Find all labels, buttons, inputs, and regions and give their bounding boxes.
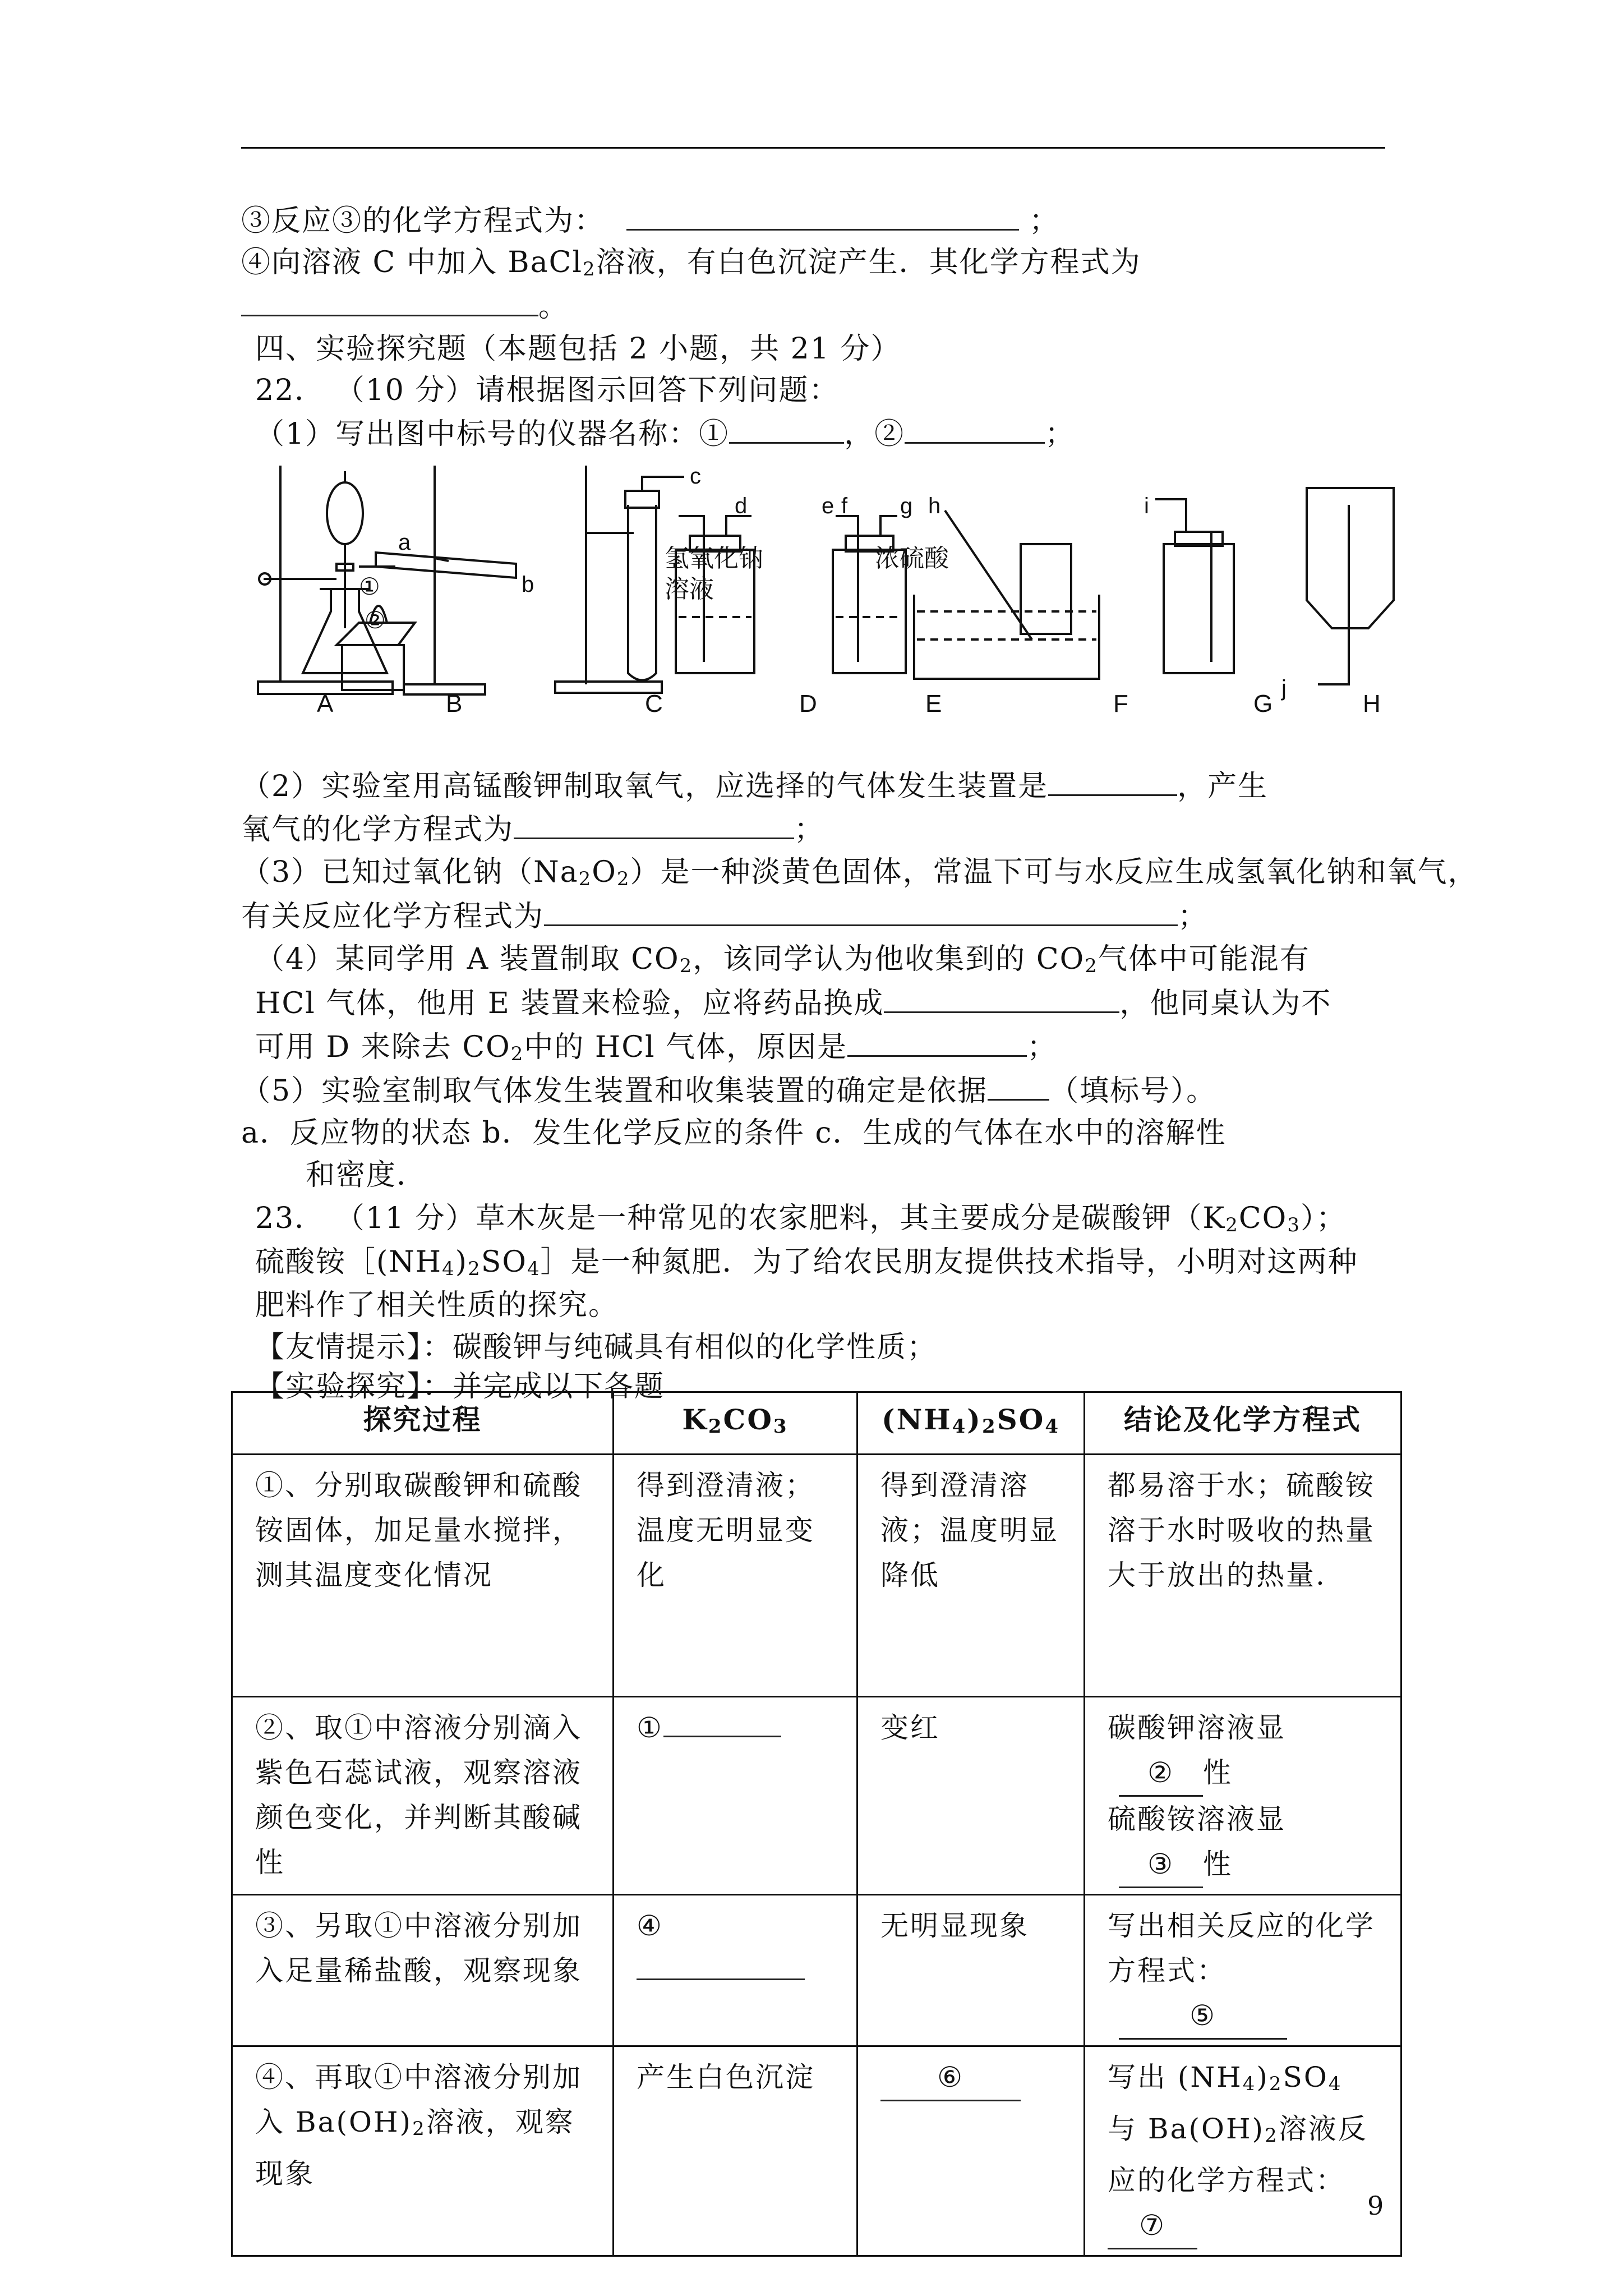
friendly-tip: 【友情提示】：碳酸钾与纯碱具有相似的化学性质； [255,1331,938,1364]
text: ) [967,1403,982,1436]
row1-process: ①、分别取碳酸钾和硫酸铵固体，加足量水搅拌，测其温度变化情况 [232,1455,614,1697]
d-tube-out [726,516,751,536]
text: ④ [637,1910,663,1942]
f-gas-jar [1021,544,1071,634]
row4-conclusion [1085,2046,1401,2256]
text: ］是一种氮肥．为了给农民朋友提供技术指导，小明对这两种 [540,1245,1358,1279]
text: ，② [844,417,905,451]
text: （4）某同学用 A 装置制取 CO [255,942,680,976]
text: ； [1045,417,1076,451]
question-22-part-3-cont [241,893,1208,939]
text: （5）实验室制取气体发生装置和收集装置的确定是依据 [241,1074,988,1108]
mark-e: e [822,494,834,518]
d-reagent-line2: 溶液 [665,576,714,603]
answer-blank[interactable] [241,283,538,316]
header-process: 探究过程 [232,1392,614,1455]
figure-label-g: G [1253,690,1273,717]
figure-label-f: F [1113,690,1128,717]
row2-conclusion [1085,1697,1401,1895]
question-22-title: 22． （10 分）请根据图示回答下列问题： [255,374,840,407]
subscript: 3 [773,1415,789,1438]
subscript: 3 [1287,1214,1301,1236]
line-reaction-4-cont [241,283,569,329]
b-burner-body [342,645,404,690]
text: CO [723,1403,773,1436]
d-tube-in [679,516,704,536]
h-bottle [1307,488,1394,628]
text: ； [1027,1030,1058,1064]
text: （3）已知过氧化钠（Na [241,855,579,889]
text: 写出 (NH [1108,2061,1243,2093]
text: 溶液，观察现象 [255,2106,575,2190]
subscript: 4 [1045,1415,1060,1438]
text: 中的 HCl 气体，原因是 [524,1030,848,1064]
subscript: 4 [952,1415,967,1438]
e-tube-out [880,516,897,536]
answer-blank[interactable] [884,980,1119,1013]
answer-blank[interactable] [514,806,794,839]
text: （填标号）。 [1049,1074,1217,1108]
c-stopper [625,491,659,508]
answer-blank[interactable]: ③ [1119,1842,1203,1888]
figure-label-a: A [317,690,334,717]
text: (NH [882,1403,952,1436]
header-rule [241,147,1385,149]
question-22-part-4-cont [255,980,1331,1026]
text: ； [794,813,825,846]
row3-conclusion [1085,1895,1401,2046]
text: ）； [1300,1202,1347,1235]
figure-label-b: B [446,690,463,717]
text: ) [455,1245,468,1279]
text: 有关反应化学方程式为 [241,900,545,933]
h-tube [1318,505,1349,684]
subscript: 2 [510,1043,524,1065]
subscript: 2 [583,258,596,280]
table-row [232,1697,1401,1895]
text: ④向溶液 C 中加入 BaCl [241,246,583,279]
table-row [232,1455,1401,1697]
header-nh4-2so4 [857,1392,1085,1455]
row2-k2co3 [614,1697,857,1895]
mark-h: h [928,494,941,518]
e-reagent: 浓硫酸 [875,545,949,572]
answer-blank[interactable] [663,1736,781,1737]
answer-blank[interactable]: ⑥ [880,2055,1021,2101]
figure-label-h: H [1363,690,1381,717]
text: 硫酸铵溶液显 [1108,1803,1286,1835]
text: 与 Ba(OH) [1108,2113,1265,2145]
text: ) [1256,2061,1269,2093]
answer-blank[interactable] [637,1978,805,1980]
subscript: 2 [1085,955,1098,977]
mark-j: j [1281,676,1287,701]
subscript: 2 [1265,2124,1279,2147]
g-tube-short [1155,499,1186,532]
text: 氧气的化学方程式为 [241,813,514,846]
question-22-part-2 [241,763,1268,809]
answer-blank[interactable]: ② [1119,1750,1203,1797]
subscript: 2 [578,868,592,890]
row3-k2co3 [614,1895,857,2046]
row1-conclusion: 都易溶于水；硫酸铵溶于水时吸收的热量大于放出的热量. [1085,1455,1401,1697]
c-outlet-tube [642,477,684,491]
mark-a: a [398,530,411,555]
text: ； [1029,204,1060,238]
subscript: 2 [1269,2073,1283,2095]
text: （2）实验室用高锰酸钾制取氧气，应选择的气体发生装置是 [241,770,1049,803]
text: 硫酸铵［(NH [255,1245,442,1279]
g-bottle [1164,544,1234,673]
row1-nh4-2so4: 得到澄清溶液；温度明显降低 [857,1455,1085,1697]
text: ，他同桌认为不 [1119,987,1332,1020]
figure-label-c: C [645,690,663,717]
row2-process: ②、取①中溶液分别滴入紫色石蕊试液，观察溶液颜色变化，并判断其酸碱性 [232,1697,614,1895]
text: 性 [1203,1756,1233,1789]
mark-b: b [522,572,534,597]
text: ； [1178,900,1209,933]
text: 23． （11 分）草木灰是一种常见的农家肥料，其主要成分是碳酸钾（K [255,1202,1226,1235]
experiment-intro: 【实验探究】：并完成以下各题 [255,1370,665,1404]
text: SO [1283,2061,1329,2093]
text: SO [997,1403,1045,1436]
answer-blank[interactable]: ⑦ [1108,2203,1197,2249]
subscript: 2 [412,2118,426,2140]
answer-blank[interactable]: ⑤ [1119,1993,1287,2040]
subscript: 4 [1328,2073,1343,2095]
text: O [592,855,617,889]
text: ）是一种淡黄色固体，常温下可与水反应生成氢氧化钠和氧气， [630,855,1478,889]
text: ④、再取①中溶液分别加入 Ba(OH) [255,2061,582,2138]
f-delivery-tube [945,510,1032,639]
answer-blank[interactable] [544,893,1178,926]
mark-g: g [900,494,913,518]
text: HCl 气体，他用 E 装置来检验，应将药品换成 [255,987,884,1020]
question-22-part-2-cont [241,806,824,852]
question-22-options: a．反应物的状态 b．发生化学反应的条件 c．生成的气体在水中的溶解性 [241,1116,1227,1150]
text: 。 [538,290,569,324]
figure-label-e: E [925,690,942,717]
answer-blank[interactable] [988,1068,1049,1101]
page-number: 9 [1367,2191,1384,2221]
b-stand-base [404,684,485,694]
row2-nh4-2so4: 变红 [857,1697,1085,1895]
question-22-part-1 [255,411,1075,457]
text: ，产生 [1177,770,1269,803]
table-row [232,1895,1401,2046]
row3-nh4-2so4: 无明显现象 [857,1895,1085,2046]
answer-blank[interactable] [1048,763,1177,796]
header-k2co3 [614,1392,857,1455]
figure-label-d: D [799,690,817,717]
subscript: 4 [1242,2073,1257,2095]
question-22-options-cont: 和密度． [306,1158,427,1192]
c-test-tube [628,505,656,680]
text: 写出相关反应的化学方程式： [1108,1910,1375,1987]
subscript: 2 [468,1258,481,1280]
row1-k2co3: 得到澄清液；温度无明显变化 [614,1455,857,1697]
mark-c: c [690,464,701,489]
mark-f: f [841,494,848,518]
subscript: 4 [442,1258,455,1280]
answer-line-3 [1108,1842,1378,1888]
row4-k2co3: 产生白色沉淀 [614,2046,857,2256]
table-header-row [232,1392,1401,1455]
text: SO [481,1245,527,1279]
row3-process: ③、另取①中溶液分别加入足量稀盐酸，观察现象 [232,1895,614,2046]
question-23-line-3: 肥料作了相关性质的探究。 [255,1289,619,1322]
line-reaction-3 [241,197,1059,243]
subscript: 2 [616,868,630,890]
subscript: 2 [1225,1214,1239,1236]
text: 溶液，有白色沉淀产生．其化学方程式为 [596,246,1141,279]
apparatus-figure [247,460,1402,729]
text: ① [637,1711,663,1744]
experiment-table [231,1391,1402,2257]
text: 碳酸钾溶液显 [1108,1711,1286,1744]
answer-blank[interactable] [626,197,1019,231]
text: 可用 D 来除去 CO [255,1030,511,1064]
text: （1）写出图中标号的仪器名称：① [255,417,730,451]
subscript: 4 [527,1258,541,1280]
answer-blank[interactable] [847,1024,1027,1057]
text: ③反应③的化学方程式为： [241,204,605,238]
row4-process [232,2046,614,2256]
answer-blank-2[interactable] [905,411,1045,444]
section-4-title: 四、实验探究题（本题包括 2 小题，共 21 分） [255,332,901,366]
mark-i: i [1144,494,1149,518]
a-funnel-bulb [327,482,363,544]
answer-line-2 [1108,1750,1378,1797]
text: K [682,1403,708,1436]
subscript: 2 [708,1415,723,1438]
row4-nh4-2so4 [857,2046,1085,2256]
subscript: 2 [981,1415,997,1438]
text: CO [1238,1202,1288,1235]
text: 气体中可能混有 [1098,942,1310,976]
mark-circle-1: ① [359,573,380,600]
subscript: 2 [679,955,693,977]
d-reagent-line1: 氢氧化钠 [665,545,763,572]
mark-circle-2: ② [365,607,386,633]
mark-d: d [735,494,748,518]
text: ，该同学认为他收集到的 CO [693,942,1085,976]
question-22-part-5 [241,1068,1216,1114]
b-test-tube [376,553,516,578]
header-conclusion: 结论及化学方程式 [1085,1392,1401,1455]
text: 性 [1203,1848,1233,1880]
text: 溶液反应的化学方程式： [1108,2113,1368,2197]
table-row [232,2046,1401,2256]
e-tube-in [836,516,858,536]
answer-blank-1[interactable] [729,411,844,444]
